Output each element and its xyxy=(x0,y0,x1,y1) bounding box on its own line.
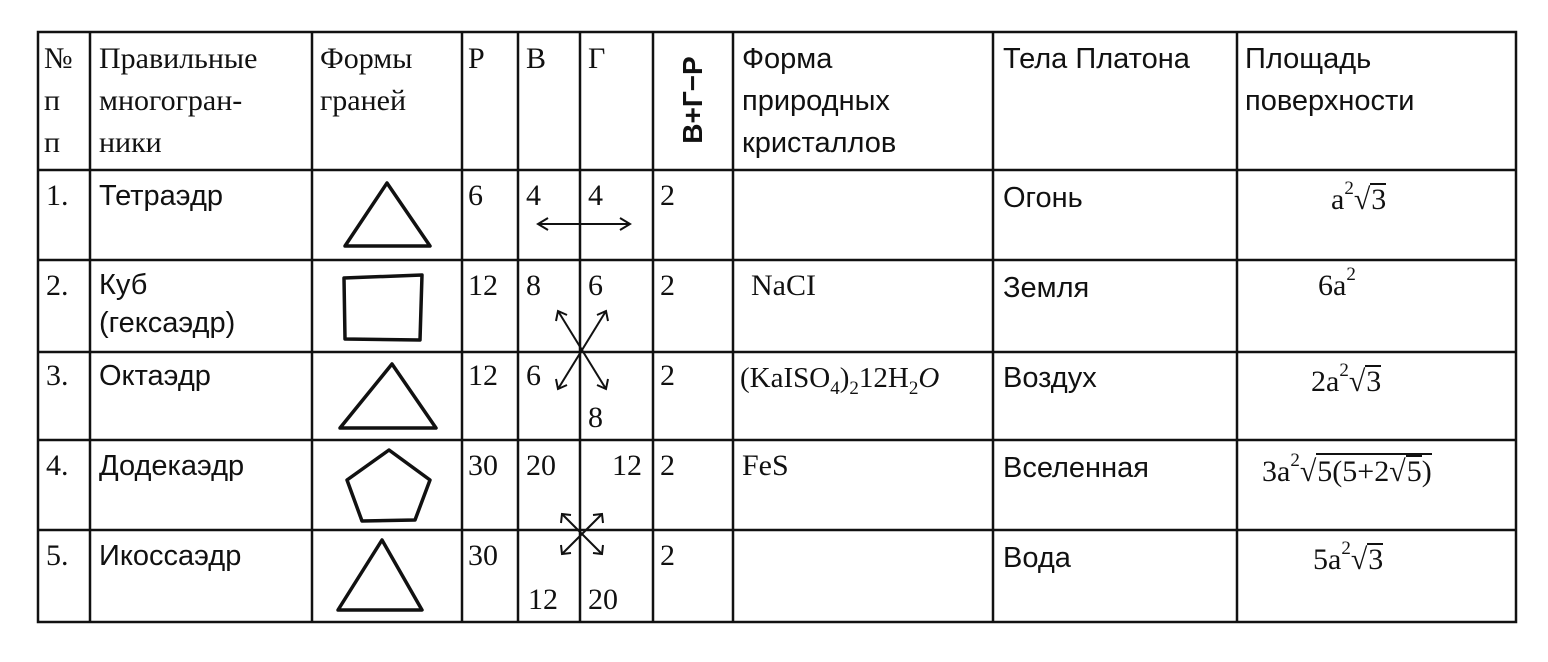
row5-vertices: 12 xyxy=(528,583,558,616)
header-euler: В+Г−Р xyxy=(677,56,708,144)
row4-area: $3a^2√5(5+2√5)$ xyxy=(1262,450,1432,488)
double-arrow-icon xyxy=(534,214,634,234)
row1-num: 1. xyxy=(46,179,69,212)
row1-vertices: 4 xyxy=(526,179,541,212)
row1-edges: 6 xyxy=(468,179,483,212)
header-num: № п п xyxy=(44,42,73,159)
row1-name: Тетраэдр xyxy=(99,180,224,212)
triangle-icon xyxy=(336,360,440,432)
row2-euler: 2 xyxy=(660,269,675,302)
row1-element: Огонь xyxy=(1003,182,1083,214)
row3-name: Октаэдр xyxy=(99,360,211,392)
header-platonic: Тела Платона xyxy=(1003,43,1190,75)
header-vertices: В xyxy=(526,42,547,75)
row4-element: Вселенная xyxy=(1003,452,1149,484)
row5-area: $5a^2√3$ xyxy=(1313,538,1384,576)
row2-num: 2. xyxy=(46,269,69,302)
row1-euler: 2 xyxy=(660,179,675,212)
row2-vertices: 8 xyxy=(526,269,541,302)
row4-vertices: 20 xyxy=(526,449,556,482)
row2-area: $6a^2$ xyxy=(1318,264,1356,302)
row4-euler: 2 xyxy=(660,449,675,482)
header-edges: Р xyxy=(468,42,485,75)
square-icon xyxy=(338,270,428,344)
triangle-icon xyxy=(340,180,434,250)
row2-crystal: NaCI xyxy=(751,269,816,302)
row3-euler: 2 xyxy=(660,359,675,392)
row2-faces: 6 xyxy=(588,269,603,302)
row3-edges: 12 xyxy=(468,359,498,392)
header-polyhedra: Правильные многогран- ники xyxy=(99,42,258,159)
row2-element: Земля xyxy=(1003,272,1090,304)
row1-area: $a^2√3$ xyxy=(1331,178,1387,216)
row3-crystal: $(KaISO_4)_212H_2O$ xyxy=(740,362,940,399)
header-face-forms: Формы граней xyxy=(320,42,413,117)
cross-arrows-icon xyxy=(556,508,608,560)
row5-euler: 2 xyxy=(660,539,675,572)
row5-edges: 30 xyxy=(468,539,498,572)
row4-crystal: FeS xyxy=(742,449,789,482)
header-face-count: Г xyxy=(588,42,606,75)
row3-element: Воздух xyxy=(1003,362,1097,394)
row2-edges: 12 xyxy=(468,269,498,302)
cross-arrows-icon xyxy=(550,305,614,395)
row3-area: $2a^2√3$ xyxy=(1311,360,1382,398)
row3-num: 3. xyxy=(46,359,69,392)
header-crystals: Форма природных кристаллов xyxy=(742,43,897,159)
header-area: Площадь поверхности xyxy=(1245,43,1415,117)
row3-vertices: 6 xyxy=(526,359,541,392)
triangle-icon xyxy=(334,536,426,614)
row5-element: Вода xyxy=(1003,542,1071,574)
row4-edges: 30 xyxy=(468,449,498,482)
row4-faces: 12 xyxy=(612,449,642,482)
row5-name: Икоссаэдр xyxy=(99,540,242,572)
row4-num: 4. xyxy=(46,449,69,482)
pentagon-icon xyxy=(342,446,436,526)
row4-name: Додекаэдр xyxy=(99,450,245,482)
row2-name: Куб (гексаэдр) xyxy=(99,269,236,339)
row1-faces: 4 xyxy=(588,179,603,212)
row3-faces: 8 xyxy=(588,401,603,434)
row5-faces: 20 xyxy=(588,583,618,616)
row5-num: 5. xyxy=(46,539,69,572)
